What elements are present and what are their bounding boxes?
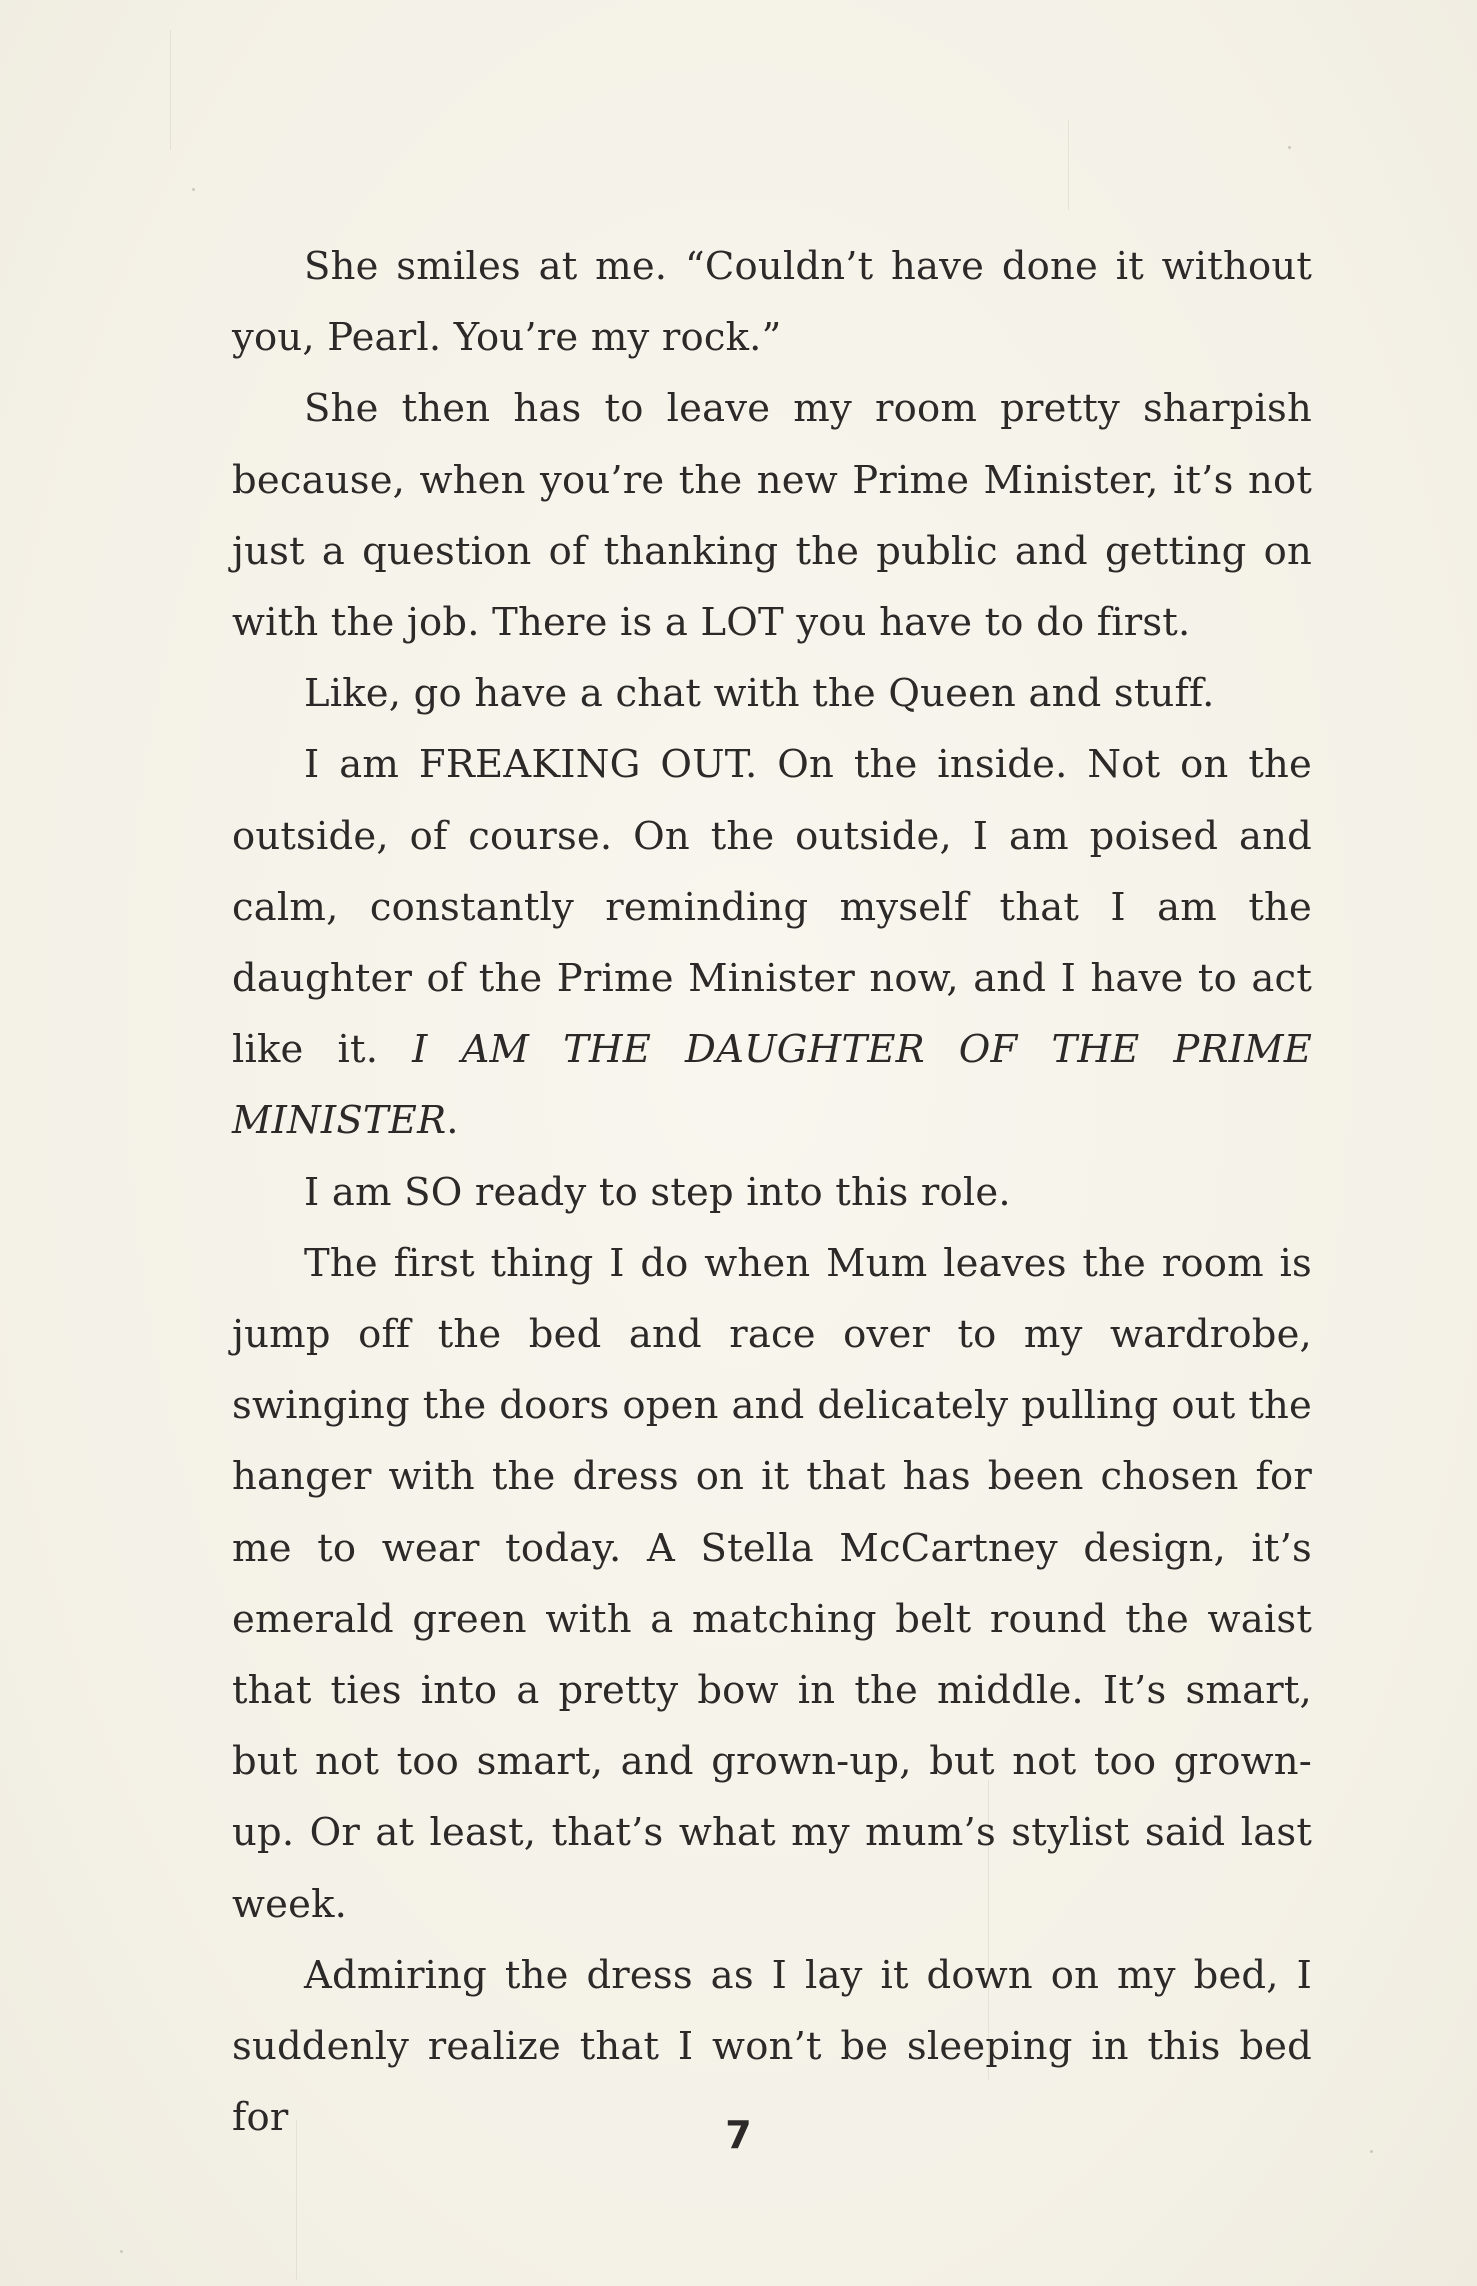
paragraph-text: She then has to leave my room pretty sharpish because, when you’re the new Prime Minister, it’s not just a question of thanking the public and getting on with the job. There is a LOT you have to do first.	[232, 386, 1312, 646]
italic-text: I AM THE DAUGHTER OF THE PRIME MINISTER	[232, 1027, 1312, 1144]
body-text	[232, 231, 1312, 2153]
paragraph-text: Admiring the dress as I lay it down on my bed, I suddenly realize that I won’t be sleeping in this bed for	[232, 1952, 1312, 2141]
paragraph	[232, 729, 1312, 1156]
paragraph-text: She smiles at me. “Couldn’t have done it without you, Pearl. You’re my rock.”	[232, 244, 1312, 361]
paragraph-text: I am SO ready to step into this role.	[304, 1169, 1011, 1215]
paragraph	[232, 373, 1312, 658]
paragraph	[232, 1157, 1312, 1228]
page-number: 7	[725, 2113, 752, 2157]
paper-speck	[1288, 146, 1291, 149]
paragraph-text: Like, go have a chat with the Queen and stuff.	[304, 671, 1215, 717]
page-crease	[170, 30, 171, 150]
paragraph	[232, 658, 1312, 729]
paragraph	[232, 1228, 1312, 1940]
paragraph-text: .	[446, 1098, 459, 1144]
paragraph-text: I am FREAKING OUT. On the inside. Not on the outside, of course. On the outside, I am poised and calm, constantly reminding myself that I am the daughter of the Prime Minister now, and I have to act like it.	[232, 742, 1312, 1073]
paper-speck	[120, 2250, 123, 2253]
paper-speck	[192, 188, 195, 191]
page-crease	[1068, 120, 1069, 210]
paragraph-text: The first thing I do when Mum leaves the room is jump off the bed and race over to my wardrobe, swinging the doors open and delicately pulling out the hanger with the dress on it that has been chosen for me to wear today. A Stella McCartney design, it’s emerald green with a matching belt round the waist that ties into a pretty bow in the middle. It’s smart, but not too smart, and grown-up, but not too grown-up. Or at least, that’s what my mum’s stylist said last week.	[232, 1240, 1312, 1927]
paragraph	[232, 231, 1312, 373]
